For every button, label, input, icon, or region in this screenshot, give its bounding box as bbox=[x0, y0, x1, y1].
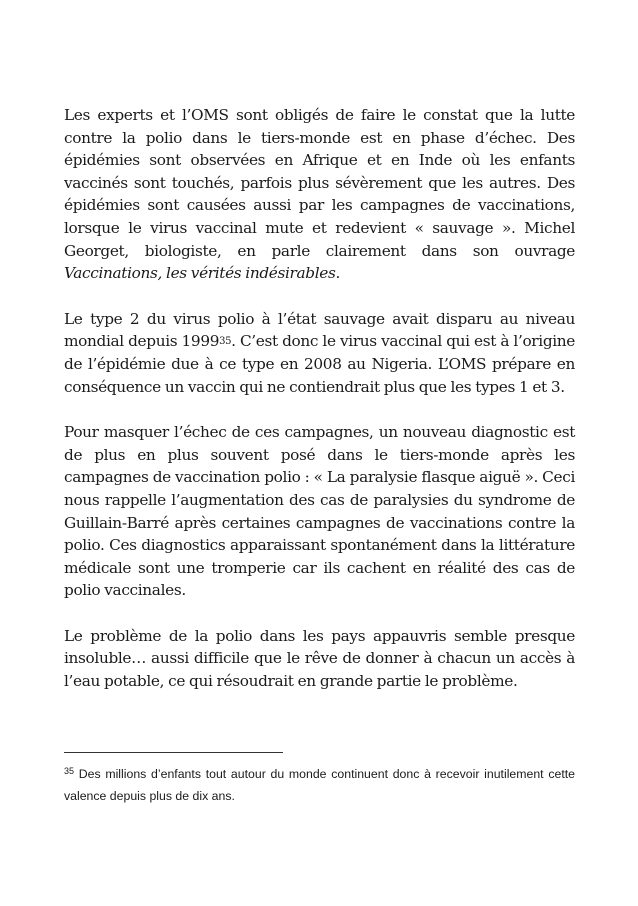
footnote-number: 35 bbox=[64, 766, 75, 776]
book-title: Vaccinations, les vérités indésirables bbox=[64, 264, 336, 283]
body-text bbox=[64, 104, 575, 693]
paragraph-4: Le problème de la polio dans les pays appauvris semble presque insoluble… aussi difficile que le rêve de donner à chacun un accès à l’eau potable, ce qui résoudrait en grande partie le problème. bbox=[64, 626, 575, 691]
paragraph-1-end: . bbox=[335, 264, 340, 283]
paragraph-1 bbox=[64, 104, 575, 285]
footnote-separator bbox=[64, 752, 283, 753]
paragraph-2-text: Le type 2 du virus polio à l’état sauvage avait disparu au niveau mondial depuis 1999 bbox=[64, 309, 575, 351]
paragraph-2 bbox=[64, 308, 575, 398]
paragraph-2-end: . C’est donc le virus vaccinal qui est à l’origine de l’épidémie due à ce type en 2008 au Nigeria. L’OMS prépare en conséquence un vaccin qui ne contiendrait plus que les types 1 et 3. bbox=[64, 332, 576, 396]
footnote-reference: 35 bbox=[219, 336, 232, 348]
footnote-text: Des millions d’enfants tout autour du monde continuent donc à recevoir inutilement cette valence depuis plus de dix ans. bbox=[64, 767, 575, 803]
paragraph-3: Pour masquer l’échec de ces campagnes, un nouveau diagnostic est de plus en plus souvent posé dans le tiers-monde après les campagnes de vaccination polio : « La paralysie flasque aiguë ». Ceci nous rappelle l’augmentation des cas de paralysies du syndrome de Guillain-Barré après certaines campagnes de vaccinations contre la polio. Ces diagnostics apparaissant spontanément dans la littérature médicale sont une tromperie car ils cachent en réalité des cas de polio vaccinales. bbox=[64, 423, 575, 600]
footnote bbox=[64, 764, 575, 807]
paragraph-1-text: Les experts et l’OMS sont obligés de faire le constat que la lutte contre la polio dans le tiers-monde est en phase d’échec. Des épidémies sont observées en Afrique et en Inde où les enfants vaccinés sont touchés, parfois plus sévèrement que les autres. Des épidémies sont causées aussi par les campagnes de vaccinations, lorsque le virus vaccinal mute et redevient « sauvage ». Michel Georget, biologiste, en parle clairement dans son ouvrage bbox=[64, 106, 575, 260]
